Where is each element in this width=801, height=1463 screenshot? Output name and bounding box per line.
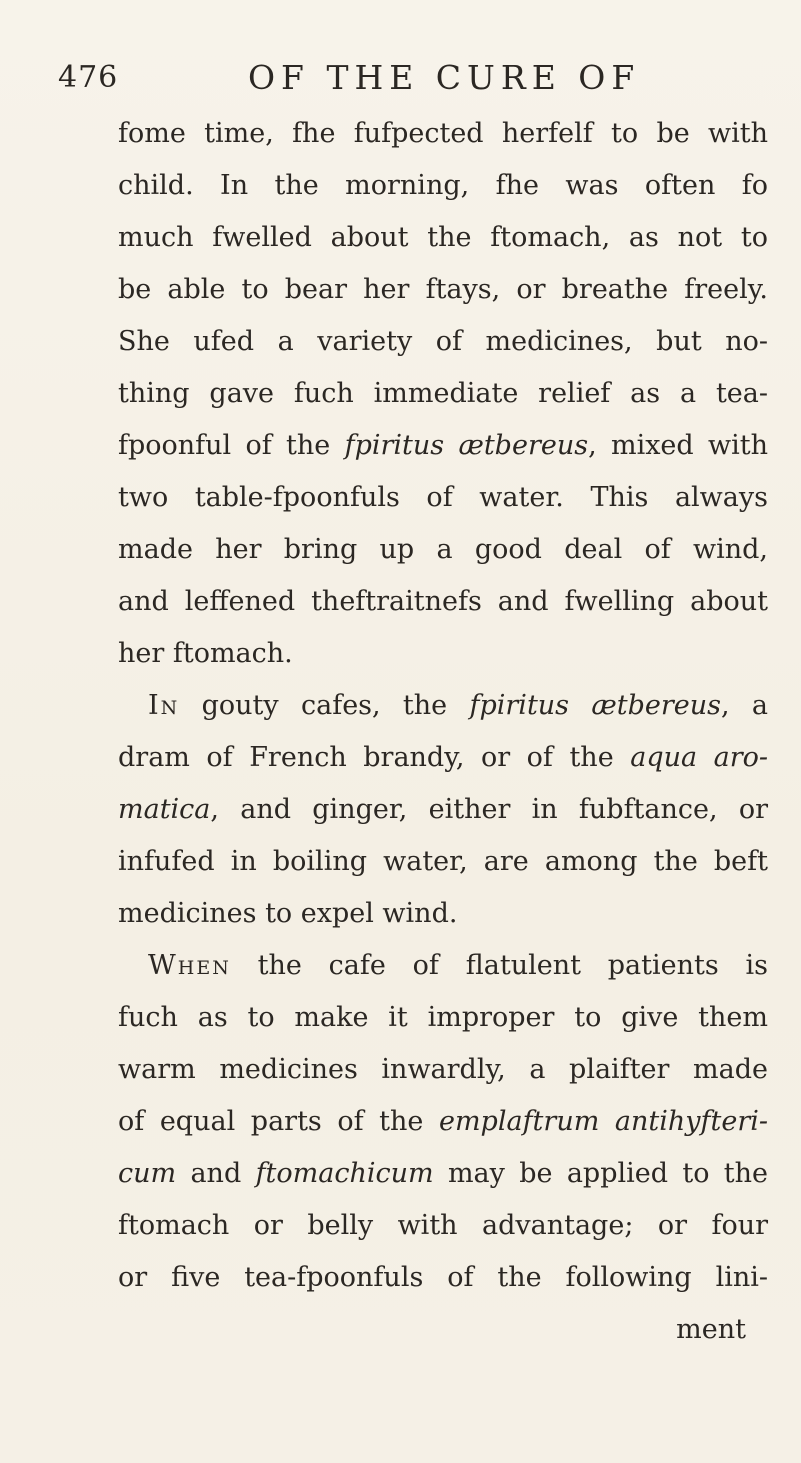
text-run: fome time, fhe fufpected herfelf to be with [118, 118, 768, 149]
text-run: , mixed with [588, 430, 768, 461]
text-line [118, 992, 768, 1044]
italic-term: fpiritus ætbereus [469, 690, 721, 721]
text-run: warm medicines inwardly, a plaifter made [118, 1054, 768, 1085]
text-run: or five tea-fpoonfuls of the following lini- [118, 1262, 768, 1293]
text-line [118, 732, 768, 784]
text-run: two table-fpoonfuls of water. This always [118, 482, 768, 513]
text-line [118, 1252, 768, 1304]
text-run: medicines to expel wind. [118, 898, 458, 929]
text-run: fuch as to make it improper to give them [118, 1002, 768, 1033]
paragraph-opening-word: When [148, 950, 231, 981]
text-run: fpoonful of the [118, 430, 345, 461]
text-run: child. In the morning, fhe was often fo [118, 170, 768, 201]
page-number: 476 [58, 60, 119, 95]
text-run: be able to bear her ftays, or breathe freely. [118, 274, 768, 305]
running-head: OF THE CURE OF [248, 58, 641, 97]
text-line [118, 368, 768, 420]
text-run: and [176, 1158, 256, 1189]
text-run: made her bring up a good deal of wind, [118, 534, 768, 565]
paragraph-opening-word: In [148, 690, 180, 721]
text-run: much fwelled about the ftomach, as not to [118, 222, 768, 253]
text-line [118, 472, 768, 524]
text-line [118, 680, 768, 732]
text-line [118, 264, 768, 316]
italic-term: matica [118, 794, 211, 825]
text-line [118, 576, 768, 628]
text-line [118, 108, 768, 160]
text-run: may be applied to the [433, 1158, 769, 1189]
text-run: infufed in boiling water, are among the beft [118, 846, 768, 877]
text-line [118, 316, 768, 368]
text-line [118, 1148, 768, 1200]
italic-term: emplaftrum antihyfteri- [438, 1106, 768, 1137]
text-line [118, 1200, 768, 1252]
italic-term: ftomachicum [255, 1158, 434, 1189]
text-line [118, 940, 768, 992]
text-run: gouty cafes, the [179, 690, 470, 721]
text-line [118, 784, 768, 836]
text-line [118, 888, 768, 940]
text-run: and leffened theftraitnefs and fwelling about [118, 586, 768, 617]
body-text [118, 108, 768, 1356]
text-line [118, 628, 768, 680]
text-line [118, 160, 768, 212]
text-line [118, 836, 768, 888]
text-lines [118, 108, 768, 1304]
italic-term: cum [118, 1158, 177, 1189]
catchword: ment [676, 1314, 746, 1345]
italic-term: aqua aro- [630, 742, 768, 773]
page-header [58, 42, 758, 102]
text-run: thing gave fuch immediate relief as a tea- [118, 378, 768, 409]
text-line [118, 1044, 768, 1096]
text-line [118, 420, 768, 472]
text-run: of equal parts of the [118, 1106, 439, 1137]
text-run: ftomach or belly with advantage; or four [118, 1210, 768, 1241]
text-run: the cafe of flatulent patients is [230, 950, 768, 981]
text-run: her ftomach. [118, 638, 293, 669]
catchword-line [118, 1304, 768, 1356]
text-line [118, 524, 768, 576]
text-run: dram of French brandy, or of the [118, 742, 631, 773]
text-line [118, 212, 768, 264]
text-run: She ufed a variety of medicines, but no- [118, 326, 768, 357]
text-line [118, 1096, 768, 1148]
italic-term: fpiritus ætbereus [344, 430, 589, 461]
text-run: , a [720, 690, 768, 721]
text-run: , and ginger, either in fubftance, or [210, 794, 768, 825]
